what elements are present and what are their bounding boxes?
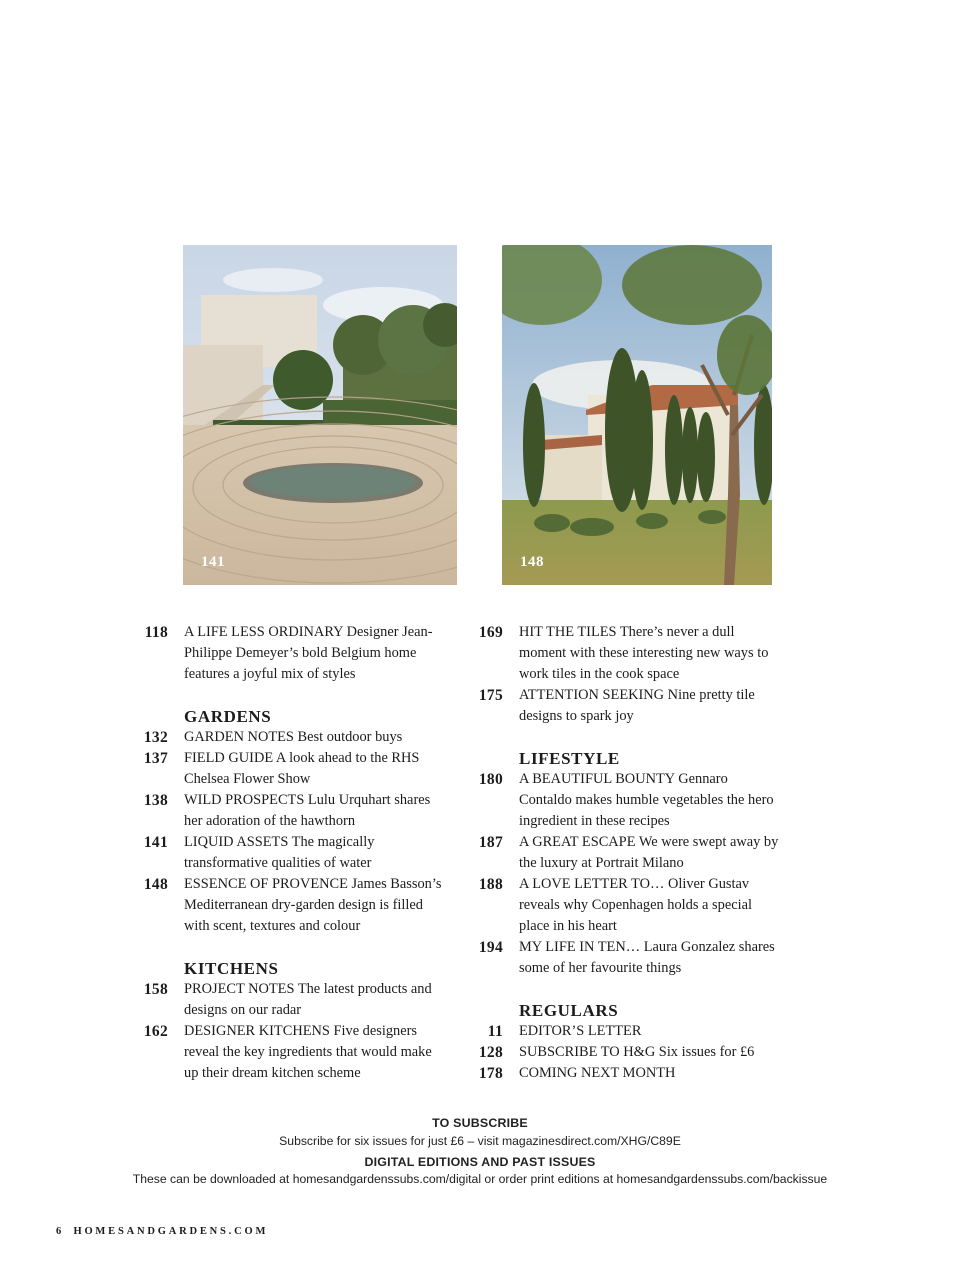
subscribe-heading: TO SUBSCRIBE [432, 1116, 528, 1130]
page-number: 158 [143, 981, 168, 998]
page-number: 162 [143, 1023, 168, 1040]
digital-editions-heading: DIGITAL EDITIONS AND PAST ISSUES [364, 1155, 596, 1169]
entry-text: ATTENTION SEEKING Nine pretty tile designs to spark joy [519, 687, 755, 724]
entry-text: A LIFE LESS ORDINARY Designer Jean-Philippe Demeyer’s bold Belgium home features a joyful mix of styles [184, 624, 433, 682]
contents-entry[interactable] [473, 832, 783, 874]
contents-left-column [138, 622, 448, 1084]
entry-text: SUBSCRIBE TO H&G Six issues for £6 [519, 1044, 755, 1060]
entry-text: EDITOR’S LETTER [519, 1023, 642, 1039]
page-number: 178 [478, 1065, 503, 1082]
page-number: 128 [478, 1044, 503, 1061]
contents-entry[interactable] [138, 748, 448, 790]
page-number: 141 [143, 834, 168, 851]
entry-text: WILD PROSPECTS Lulu Urquhart shares her adoration of the hawthorn [184, 792, 431, 829]
page-number: 148 [143, 876, 168, 893]
provence-garden-image [502, 245, 772, 585]
entry-text: HIT THE TILES There’s never a dull moment with these interesting new ways to work tiles in the cook space [519, 624, 769, 682]
entry-text: GARDEN NOTES Best outdoor buys [184, 729, 403, 745]
page-number: 132 [143, 729, 168, 746]
contents-entry[interactable] [473, 1063, 783, 1084]
contents-entry[interactable] [473, 874, 783, 937]
page-number: 194 [478, 939, 503, 956]
page-number: 188 [478, 876, 503, 893]
entry-text: ESSENCE OF PROVENCE James Basson’s Mediterranean dry-garden design is filled with scent, textures and colour [184, 876, 442, 934]
contents-entry[interactable] [473, 622, 783, 685]
contents-entry[interactable] [138, 874, 448, 937]
page-number: 118 [144, 624, 168, 641]
contents-right-column [473, 622, 783, 1084]
photo-page-number: 148 [520, 554, 544, 570]
page-number: 180 [478, 771, 503, 788]
entry-text: FIELD GUIDE A look ahead to the RHS Chelsea Flower Show [184, 750, 420, 787]
contents-entry[interactable] [138, 727, 448, 748]
contents-entry[interactable] [138, 1021, 448, 1084]
contents-entry[interactable] [473, 1042, 783, 1063]
page-number: 187 [478, 834, 503, 851]
page-number: 175 [478, 687, 503, 704]
section-title-lifestyle: LIFESTYLE [519, 749, 620, 768]
contents-entry[interactable] [473, 685, 783, 727]
page-number: 169 [478, 624, 503, 641]
contents-entry[interactable] [473, 769, 783, 832]
entry-text: LIQUID ASSETS The magically transformative qualities of water [184, 834, 375, 871]
contents-entry[interactable] [138, 790, 448, 832]
entry-text: A LOVE LETTER TO… Oliver Gustav reveals why Copenhagen holds a special place in his heart [519, 876, 752, 934]
contents-entry[interactable] [138, 622, 448, 685]
entry-text: A GREAT ESCAPE We were swept away by the luxury at Portrait Milano [519, 834, 779, 871]
photo-provence-garden [502, 245, 772, 585]
entry-text: MY LIFE IN TEN… Laura Gonzalez shares some of her favourite things [519, 939, 775, 976]
section-title-kitchens: KITCHENS [184, 959, 279, 978]
entry-text: DESIGNER KITCHENS Five designers reveal the key ingredients that would make up their dream kitchen scheme [184, 1023, 432, 1081]
entry-text: COMING NEXT MONTH [519, 1065, 676, 1081]
entry-text: A BEAUTIFUL BOUNTY Gennaro Contaldo makes humble vegetables the hero ingredient in these recipes [519, 771, 774, 829]
contents-entry[interactable] [473, 1021, 783, 1042]
site-name[interactable]: HOMESANDGARDENS.COM [73, 1226, 269, 1237]
photo-page-number: 141 [201, 554, 225, 570]
page-footer [56, 1226, 268, 1237]
section-title-gardens: GARDENS [184, 707, 272, 726]
contents-entry[interactable] [138, 979, 448, 1021]
photo-courtyard-pool [183, 245, 457, 585]
contents-entry[interactable] [473, 937, 783, 979]
courtyard-pool-image [183, 245, 457, 585]
contents-entry[interactable] [138, 832, 448, 874]
section-title-regulars: REGULARS [519, 1001, 619, 1020]
folio-number: 6 [56, 1226, 65, 1237]
subscribe-text[interactable]: Subscribe for six issues for just £6 – visit magazinesdirect.com/XHG/C89E [279, 1134, 681, 1148]
page-number: 11 [487, 1023, 503, 1040]
entry-text: PROJECT NOTES The latest products and designs on our radar [184, 981, 432, 1018]
page-number: 137 [143, 750, 168, 767]
digital-editions-text[interactable]: These can be downloaded at homesandgardenssubs.com/digital or order print editions at homesandgardenssubs.com/backissue [132, 1172, 828, 1186]
page-number: 138 [143, 792, 168, 809]
